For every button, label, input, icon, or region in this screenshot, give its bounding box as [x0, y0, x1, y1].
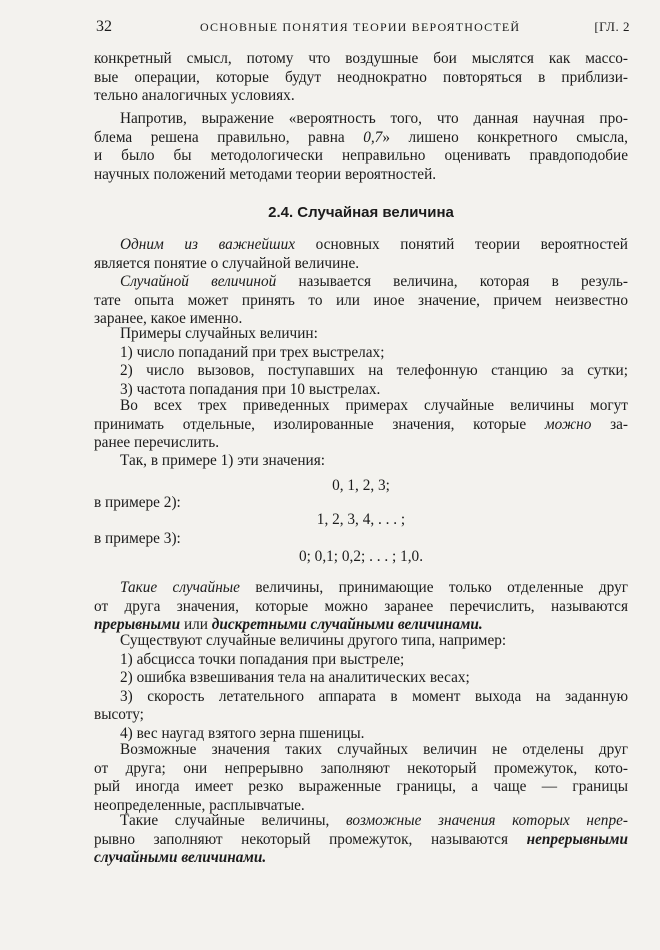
label-example-2: в примере 2): — [94, 494, 181, 511]
paragraph-continuation: конкретный смысл, потому что воздушные бои мыслятся как массо- вые операции, которые будут неоднократно повторяться в приблизи- тельно аналогичных условиях. — [94, 50, 628, 105]
section-title: 2.4. Случайная величина — [268, 204, 454, 221]
paragraph-definition: Случайной величиной называется величина, которая в резуль- тате опыта может принять то или иное значение, причем неизвестно заранее, какое именно. — [94, 273, 629, 328]
values-example-2: 1, 2, 3, 4, . . . ; — [316, 511, 406, 528]
examples-intro: Примеры случайных величин: — [120, 325, 318, 342]
continuous-examples-list — [94, 632, 628, 744]
list-item: 2) число вызовов, поступавших на телефонную станцию за сутки; — [120, 362, 628, 380]
list-item-continuation: высоту; — [94, 706, 144, 724]
list-item: 1) число попаданий при трех выстрелах; — [120, 343, 385, 361]
values-example-3: 0; 0,1; 0,2; . . . ; 1,0. — [298, 548, 424, 565]
examples-list — [94, 325, 628, 399]
running-title: ОСНОВНЫЕ ПОНЯТИЯ ТЕОРИИ ВЕРОЯТНОСТЕЙ — [200, 20, 521, 34]
list-item: 2) ошибка взвешивания тела на аналитических весах; — [120, 669, 470, 687]
paragraph-continuous-definition: Такие случайные величины, возможные значения которых непре- рывно заполняют некоторый промежуток, называются непрерывными случайными величинами. — [94, 812, 628, 867]
list-item: 1) абсцисса точки попадания при выстреле; — [120, 650, 405, 668]
list-item: 4) вес наугад взятого зерна пшеницы. — [120, 724, 365, 742]
list-item: 3) частота попадания при 10 выстрелах. — [120, 380, 381, 398]
list-intro: Существуют случайные величины другого типа, например: — [120, 632, 507, 649]
paragraph-definition-intro: Одним из важнейших основных понятий теории вероятностей является понятие о случайной величине. — [94, 236, 628, 272]
paragraph-probability-example: Напротив, выражение «вероятность того, что данная научная про- блема решена правильно, равна 0,7» лишено конкретного смысла, и было бы методологически неправильно оценивать правдоподобие научных положений методами теории вероятностей. — [94, 110, 628, 183]
label-example-3: в примере 3): — [94, 530, 181, 547]
paragraph-continuous-note: Возможные значения таких случайных величин не отделены друг от друга; они непрерывно заполняют некоторый промежуток, кото- рый иногда имеет резко выраженные границы, а чаще — границы неопределенные, расплывчатые. — [94, 741, 628, 814]
page-number: 32 — [96, 18, 112, 35]
paragraph-discrete-note: Во всех трех приведенных примерах случайные величины могут принимать отдельные, изолированные значения, которые можно за- ранее перечислить. — [94, 397, 628, 452]
chapter-marker: [ГЛ. 2 — [594, 19, 630, 34]
paragraph-discrete-definition: Такие случайные величины, принимающие только отделенные друг от друга значения, которые можно заранее перечислить, называются прерывными или дискретными случайными величинами. — [94, 579, 628, 634]
page-header — [96, 18, 630, 40]
list-item: 3) скорость летательного аппарата в момент выхода на заданную — [120, 687, 628, 705]
paragraph-values-intro: Так, в примере 1) эти значения: — [120, 452, 326, 469]
values-example-1: 0, 1, 2, 3; — [332, 477, 390, 494]
